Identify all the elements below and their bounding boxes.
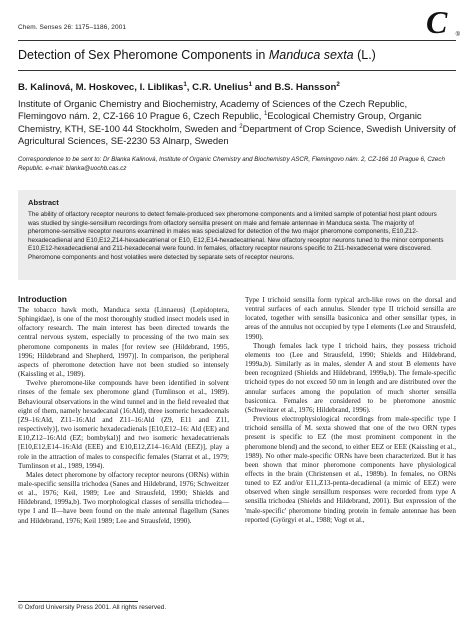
author-name: B.S. Hansson xyxy=(274,82,337,93)
body-paragraph: Males detect pheromone by olfactory receptor neurons (ORNs) within male-specific sensilla trichodea (Sanes and Hildebrand, 1976; Schweitzer et al., 1976; Keil, 1989; Lee and Strausfeld, 1990; Shields and Hildebrand, 1999a,b). Two morphological classes of sensilla trichodea—type I and II—have been found on the male antennal flagellum (Sanes and Hildebrand, 1976; Keil 1989; Lee and Strausfeld, 1990). xyxy=(18,470,229,525)
journal-reference: Chem. Senses 26: 1175–1186, 2001 xyxy=(18,24,127,31)
copyright-notice: © Oxford University Press 2001. All rights reserved. xyxy=(18,604,167,611)
journal-logo xyxy=(426,4,460,40)
abstract-text: The ability of olfactory receptor neurons to detect female-produced sex pheromone components and a limited sample of potential host plant odours was studied by single-sensillum recordings from olfactory sensilla present on male and female antennae in Manduca sexta. The majority of pheromone-sensitive receptor neurons examined in males was specialized for detection of the two major pheromone components, E10,Z12-hexadecadienal and E10,E12,Z14-hexadecatrienal or E10, E12,E14-hexadecatrienal. New olfactory receptor neurons tuned to the minor components E10,E12-hexadecadienal and Z11-hexadecenal were found. In females, olfactory receptor neurons specific to Z11-hexadecenal were discovered. Pheromone components and host volatiles were detected by separate sets of receptor neurons. xyxy=(28,211,444,261)
logo-letter: C xyxy=(426,4,448,40)
title-rule xyxy=(18,70,456,71)
author-name: C.R. Unelius xyxy=(192,82,249,93)
article-title: Detection of Sex Pheromone Components in Manduca sexta (L.) xyxy=(18,48,376,62)
body-paragraph: Twelve pheromone-like compounds have been identified in solvent rinses of the female sex pheromone gland (Tumlinson et al., 1989). Behavioural observations in the wind tunnel and in the field revealed that eight of them, namely hexadecanal (16:Ald), three isomeric hexadecenals [Z9–16:Ald, Z11–16:Ald and Z11–16:Ald (Z9, E11 and Z11, respectively)], two isomeric hexadecadienals [E10,E12–16: Ald (EE) and E10,Z12–16:Ald (EZ; bombykal)] and two isomeric hexadecatrienals [E10,E12,E14–16:Ald (EEE) and E10,E12,Z14–16:Ald (EEZ)], play a role in the attraction of males to conspecific females (Starrat et al., 1979; Tumlinson et al., 1989, 1994). xyxy=(18,379,229,470)
author-affiliation-mark: 2 xyxy=(336,80,340,88)
correspondence-note: Correspondence to be sent to: Dr Blanka Kalinová, Institute of Organic Chemistry and Biochemistry ASCR, Flemingovo nám. 2, CZ-166 10 Prague 6, Czech Republic. e-mail: blanka@uochb.cas.cz xyxy=(18,156,445,172)
author-name: I. Liblikas xyxy=(139,82,184,93)
author-list: B. Kalinová, M. Hoskovec, I. Liblikas$^1$, C.R. Unelius$^1$ and B.S. Hansson$^2$ xyxy=(18,80,340,93)
footer-rule xyxy=(18,601,138,602)
left-column xyxy=(18,306,229,526)
abstract-heading: Abstract xyxy=(28,198,59,207)
author-name: B. Kalinová xyxy=(18,82,71,93)
body-paragraph: Previous electrophysiological recordings from male-specific type I trichoid sensilla of M. sexta showed that one of the two ORN types present is specific to EZ (the most prominent component in the pheromone blend) and the second, to either EEZ or EEE (Kaissling et al., 1989). No other male-specific ORNs have been characterized. But it has been shown that minor pheromone components have physiological effects in the brain (Christensen et al., 1989b). In females, no ORNs tuned to EZ and/or E11,Z13-penta-decadienal (a mimic of EEZ) were observed when single sensillum responses were recorded from type A sensilla trichodea (Shields and Hildebrand, 2001). But expression of the 'male-specific' pheromone binding protein in female antennae has been reported (Györgyi et al., 1988; Vogt et al., xyxy=(245,415,456,524)
registered-mark: ® xyxy=(455,32,460,38)
body-paragraph: Type I trichoid sensilla form typical arch-like rows on the dorsal and ventral surfaces of each annulus. Slender type II trichoid sensilla are located, together with sensilla basiconica and other sensillar types, in areas of the annulus not occupied by type I elements (Lee and Strausfeld, 1990). xyxy=(245,296,456,341)
author-affiliation-mark: 1 xyxy=(183,80,187,88)
right-column xyxy=(245,296,456,525)
body-paragraph: Though females lack type I trichoid hairs, they possess trichoid elements too (Lee and Strausfeld, 1990; Shields and Hildebrand, 1999a,b). Similarly as in males, slender A and stout B elements have been recognized (Shields and Hildebrand, 1999a,b). The female-specific trichoid types do not exceed 50 nm in length and are distributed over the annular surfaces among the population of much shorter sensilla basiconica. Females are considered to be pheromone anosmic (Schweitzer et al., 1976; Hildebrand, 1996). xyxy=(245,341,456,414)
title-species: Manduca sexta xyxy=(268,48,354,62)
header-rule xyxy=(18,40,456,41)
affiliations: Institute of Organic Chemistry and Biochemistry, Academy of Sciences of the Czech Republic, Flemingovo nám. 2, CZ-166 10 Prague 6, Czech Republic, $^1$Ecological Chemistry Group, Organic Chemistry, KTH, SE-100 44 Stockholm, Sweden and $^2$Department of Crop Science, Swedish University of Agricultural Sciences, SE-2230 53 Alnarp, Sweden xyxy=(18,98,456,147)
abstract-box xyxy=(18,190,456,280)
body-paragraph: The tobacco hawk moth, Manduca sexta (Linnaeus) (Lepidoptera, Sphingidae), is one of the most thoroughly studied insect models used in olfactory research. The main interest has been directed towards the central nervous system, especially to processing of the two main sex pheromone components in males [for review see (Hildebrand, 1995, 1996; Hildebrand and Shepherd, 1997)]. In comparison, the peripheral aspects of pheromone detection have not been studied so intensely (Kaissling et al., 1989). xyxy=(18,306,229,379)
author-affiliation-mark: 1 xyxy=(248,80,253,88)
author-name: M. Hoskovec xyxy=(75,82,135,93)
introduction-heading: Introduction xyxy=(18,294,67,304)
